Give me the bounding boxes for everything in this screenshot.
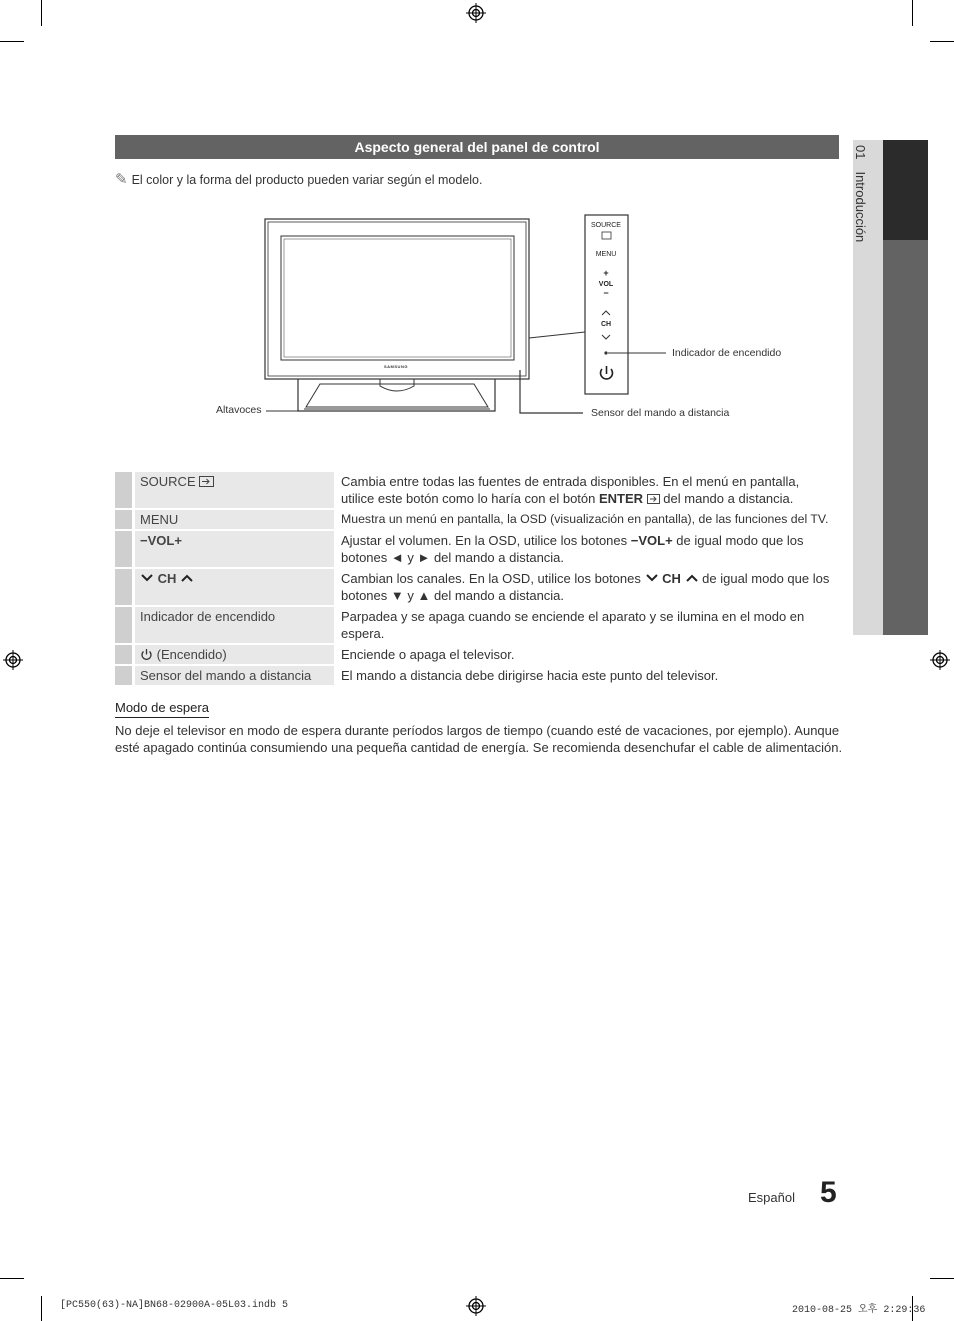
chevron-up-icon <box>180 573 194 583</box>
table-row <box>115 569 839 605</box>
chevron-down-icon <box>645 573 659 583</box>
crop-mark <box>41 0 42 26</box>
tv-brand: SAMSUNG <box>384 364 408 369</box>
button-name: −VOL+ <box>135 531 334 567</box>
plus-icon: + <box>174 533 182 548</box>
label-remote-sensor: Sensor del mando a distancia <box>591 407 730 419</box>
button-name: CH <box>135 569 334 605</box>
panel-vol-minus: − <box>603 288 609 298</box>
button-description: Cambian los canales. En la OSD, utilice los botones CH de igual modo que los botones ▼ y ▲ del mando a distancia. <box>341 571 830 603</box>
minus-icon: − <box>630 533 639 548</box>
section-title: Aspecto general del panel de control <box>115 135 839 159</box>
panel-vol-plus: + <box>603 268 609 278</box>
chevron-down-icon <box>140 573 154 583</box>
note <box>115 170 482 188</box>
button-description: Ajustar el volumen. En la OSD, utilice los botones −VOL+ de igual modo que los botones ◄ y ► del mando a distancia. <box>341 533 804 565</box>
crop-mark <box>41 1296 42 1321</box>
plus-icon: + <box>665 533 673 548</box>
chapter-title: Introducción <box>853 171 868 243</box>
panel-source-label: SOURCE <box>591 222 621 229</box>
crop-mark <box>0 41 24 42</box>
standby-heading: Modo de espera <box>115 700 209 718</box>
standby-paragraph: No deje el televisor en modo de espera durante períodos largos de tiempo (cuando esté de vacaciones, por ejemplo). Aunque esté apagado continúa consumiendo una pequeña cantidad de energía. Se recomienda desenchufar el cable de alimentación. <box>115 723 843 755</box>
panel-menu-label: MENU <box>595 251 617 258</box>
button-description: Enciende o apaga el televisor. <box>341 647 515 662</box>
side-tab-label <box>853 145 868 242</box>
crop-mark <box>912 0 913 26</box>
source-icon <box>199 476 214 487</box>
button-name: MENU <box>135 510 334 529</box>
table-row <box>115 645 839 664</box>
page-number: 5 <box>820 1176 837 1209</box>
panel-vol-label: VOL <box>598 281 614 288</box>
panel-ch-label: CH <box>600 321 612 328</box>
chapter-number: 01 <box>853 145 868 160</box>
registration-mark-icon <box>3 650 23 670</box>
footer-language: Español <box>748 1190 795 1205</box>
print-file-info: [PC550(63)-NA]BN68-02900A-05L03.indb 5 <box>60 1300 289 1311</box>
enter-icon <box>647 494 660 504</box>
button-name: (Encendido) <box>135 645 334 664</box>
side-tab-strip <box>883 240 928 635</box>
button-description: Cambia entre todas las fuentes de entrada disponibles. En el menú en pantalla, utilice este botón como lo haría con el botón ENTER del mando a distancia. <box>341 474 800 506</box>
button-description: El mando a distancia debe dirigirse hacia este punto del televisor. <box>341 668 719 683</box>
note-text: El color y la forma del producto pueden variar según el modelo. <box>131 173 483 187</box>
label-speakers: Altavoces <box>216 404 262 416</box>
label-power-indicator: Indicador de encendido <box>672 347 782 359</box>
registration-mark-icon <box>930 650 950 670</box>
button-name: Indicador de encendido <box>135 607 334 643</box>
print-timestamp: 2010-08-25 오후 2:29:36 <box>792 1305 926 1316</box>
pencil-icon: ✎ <box>115 171 128 188</box>
power-icon <box>140 648 153 661</box>
table-row <box>115 531 839 567</box>
control-panel-table <box>115 470 839 687</box>
tv-diagram <box>200 200 840 440</box>
table-row <box>115 472 839 508</box>
crop-mark <box>0 1278 24 1279</box>
minus-icon: − <box>140 533 148 548</box>
table-row <box>115 607 839 643</box>
crop-mark <box>930 41 954 42</box>
button-name: SOURCE <box>135 472 334 508</box>
chevron-up-icon <box>685 573 699 583</box>
crop-mark <box>930 1278 954 1279</box>
table-row <box>115 666 839 685</box>
side-tab-marker <box>883 140 928 240</box>
button-name: Sensor del mando a distancia <box>135 666 334 685</box>
registration-mark-icon <box>466 3 486 23</box>
table-row <box>115 510 839 529</box>
button-description: Parpadea y se apaga cuando se enciende el aparato y se ilumina en el modo en espera. <box>341 609 805 641</box>
registration-mark-icon <box>466 1296 486 1316</box>
button-description: Muestra un menú en pantalla, la OSD (visualización en pantalla), de las funciones del TV. <box>341 512 829 526</box>
